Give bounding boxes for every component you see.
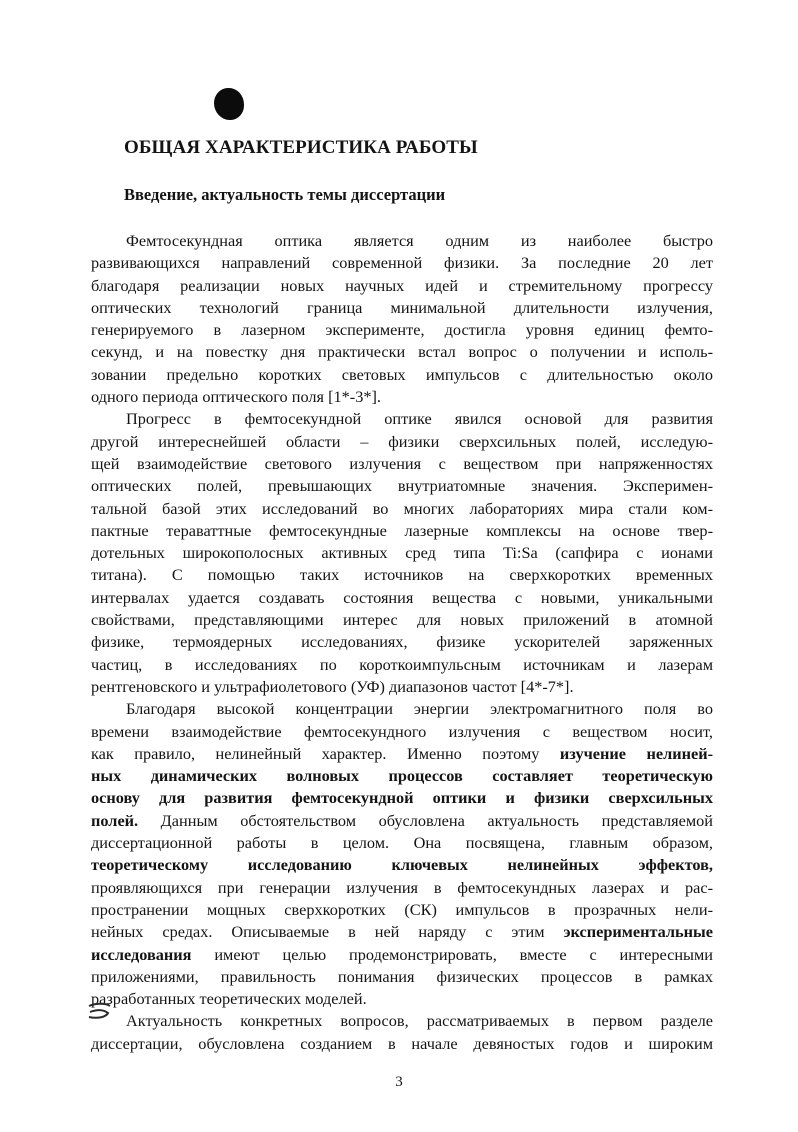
text-run: имеют целью продемонстрировать, вместе с интересными [191,944,713,964]
text-line: благодаря реализации новых научных идей и стремительному прогрессу [91,275,713,295]
text-line [91,787,713,809]
text-line: времени взаимодействие фемтосекундного излучения с веществом носит, [91,721,713,741]
text-line: генерируемого в лазерном эксперименте, достигла уровня единиц фемто- [91,320,713,340]
text-line: пактные тераваттные фемтосекундные лазерные комплексы на основе твер- [91,520,713,540]
page-title: ОБЩАЯ ХАРАКТЕРИСТИКА РАБОТЫ [124,137,478,158]
handwritten-margin-mark [86,1002,114,1022]
emphasis-text: исследования [91,944,192,964]
emphasis-text: изучение нелиней- [559,743,713,763]
body-text [91,230,713,1055]
ink-blot [214,88,244,120]
emphasis-text: экспериментальные [563,922,713,942]
text-line [91,854,713,876]
text-line [91,743,713,765]
text-line: диссертационной работы в целом. Она посвящена, главным образом, [91,833,713,853]
paragraph-1 [91,230,713,408]
text-line: другой интереснейшей области – физики сверхсильных полей, исследую- [91,431,713,451]
text-line: секунд, и на повестку дня практически встал вопрос о получении и исполь- [91,342,713,362]
paragraph-2 [91,408,713,698]
text-line: оптических полей, превышающих внутриатомные значения. Эксперимен- [91,476,713,496]
text-line: Фемтосекундная оптика является одним из наиболее быстро [126,231,713,250]
text-line [91,765,713,787]
text-line: свойствами, представляющими интерес для новых приложений в атомной [91,610,713,630]
text-line: зовании предельно коротких световых импульсов с длительностью около [91,364,713,384]
paragraph-4 [91,1010,713,1055]
text-line: Прогресс в фемтосекундной оптике явился основой для развития [126,409,713,429]
emphasis-text: ных динамических волновых процессов составляет теоретическую [91,766,713,786]
text-line [91,921,713,943]
text-line: интервалах удается создавать состояния вещества с новыми, уникальными [91,587,713,607]
text-line: проявляющихся при генерации излучения в фемтосекундных лазерах и рас- [91,877,713,897]
text-line [91,944,713,966]
text-line: оптических технологий граница минимальной длительности излучения, [91,297,713,317]
text-line: Благодаря высокой концентрации энергии электромагнитного поля во [126,699,713,719]
emphasis-text: теоретическому исследованию ключевых нелинейных эффектов, [91,855,713,875]
paragraph-3 [91,698,713,1010]
text-run: Данным обстоятельством обусловлена актуальность представляемой [138,810,713,830]
text-line: рентгеновского и ультрафиолетового (УФ) диапазонов частот [4*-7*]. [91,676,574,696]
page-number: 3 [395,1074,403,1090]
text-line: дотельных широкополосных активных сред типа Ti:Sa (сапфира с ионами [91,543,713,563]
text-line: щей взаимодействие светового излучения с веществом при напряженностях [91,453,713,473]
emphasis-text: основу для развития фемтосекундной оптики и физики сверхсильных [91,788,713,808]
text-line: тальной базой этих исследований во многих лабораториях мира стали ком- [91,498,713,518]
text-line: титана). С помощью таких источников на сверхкоротких временных [91,565,713,585]
text-line: диссертации, обусловлена созданием в начале девяностых годов и широким [91,1033,713,1053]
text-line: Актуальность конкретных вопросов, рассматриваемых в первом разделе [126,1011,713,1031]
text-run: нейных средах. Описываемые в ней наряду с этим [91,922,564,942]
text-line [91,810,713,832]
text-line: частиц, в исследованиях по короткоимпульсным источникам и лазерам [91,654,713,674]
emphasis-text: полей. [91,810,139,830]
text-line: пространении мощных сверхкоротких (СК) импульсов в прозрачных нели- [91,899,713,919]
text-line: разработанных теоретических моделей. [91,989,367,1009]
text-line: физике, термоядерных исследованиях, физике ускорителей заряженных [91,632,713,652]
text-line: развивающихся направлений современной физики. За последние 20 лет [91,253,713,273]
text-line: одного периода оптического поля [1*-3*]. [91,387,381,407]
text-line: приложениями, правильность понимания физических процессов в рамках [91,966,713,986]
section-heading: Введение, актуальность темы диссертации [124,185,446,204]
text-run: как правило, нелинейный характер. Именно поэтому [91,743,560,763]
